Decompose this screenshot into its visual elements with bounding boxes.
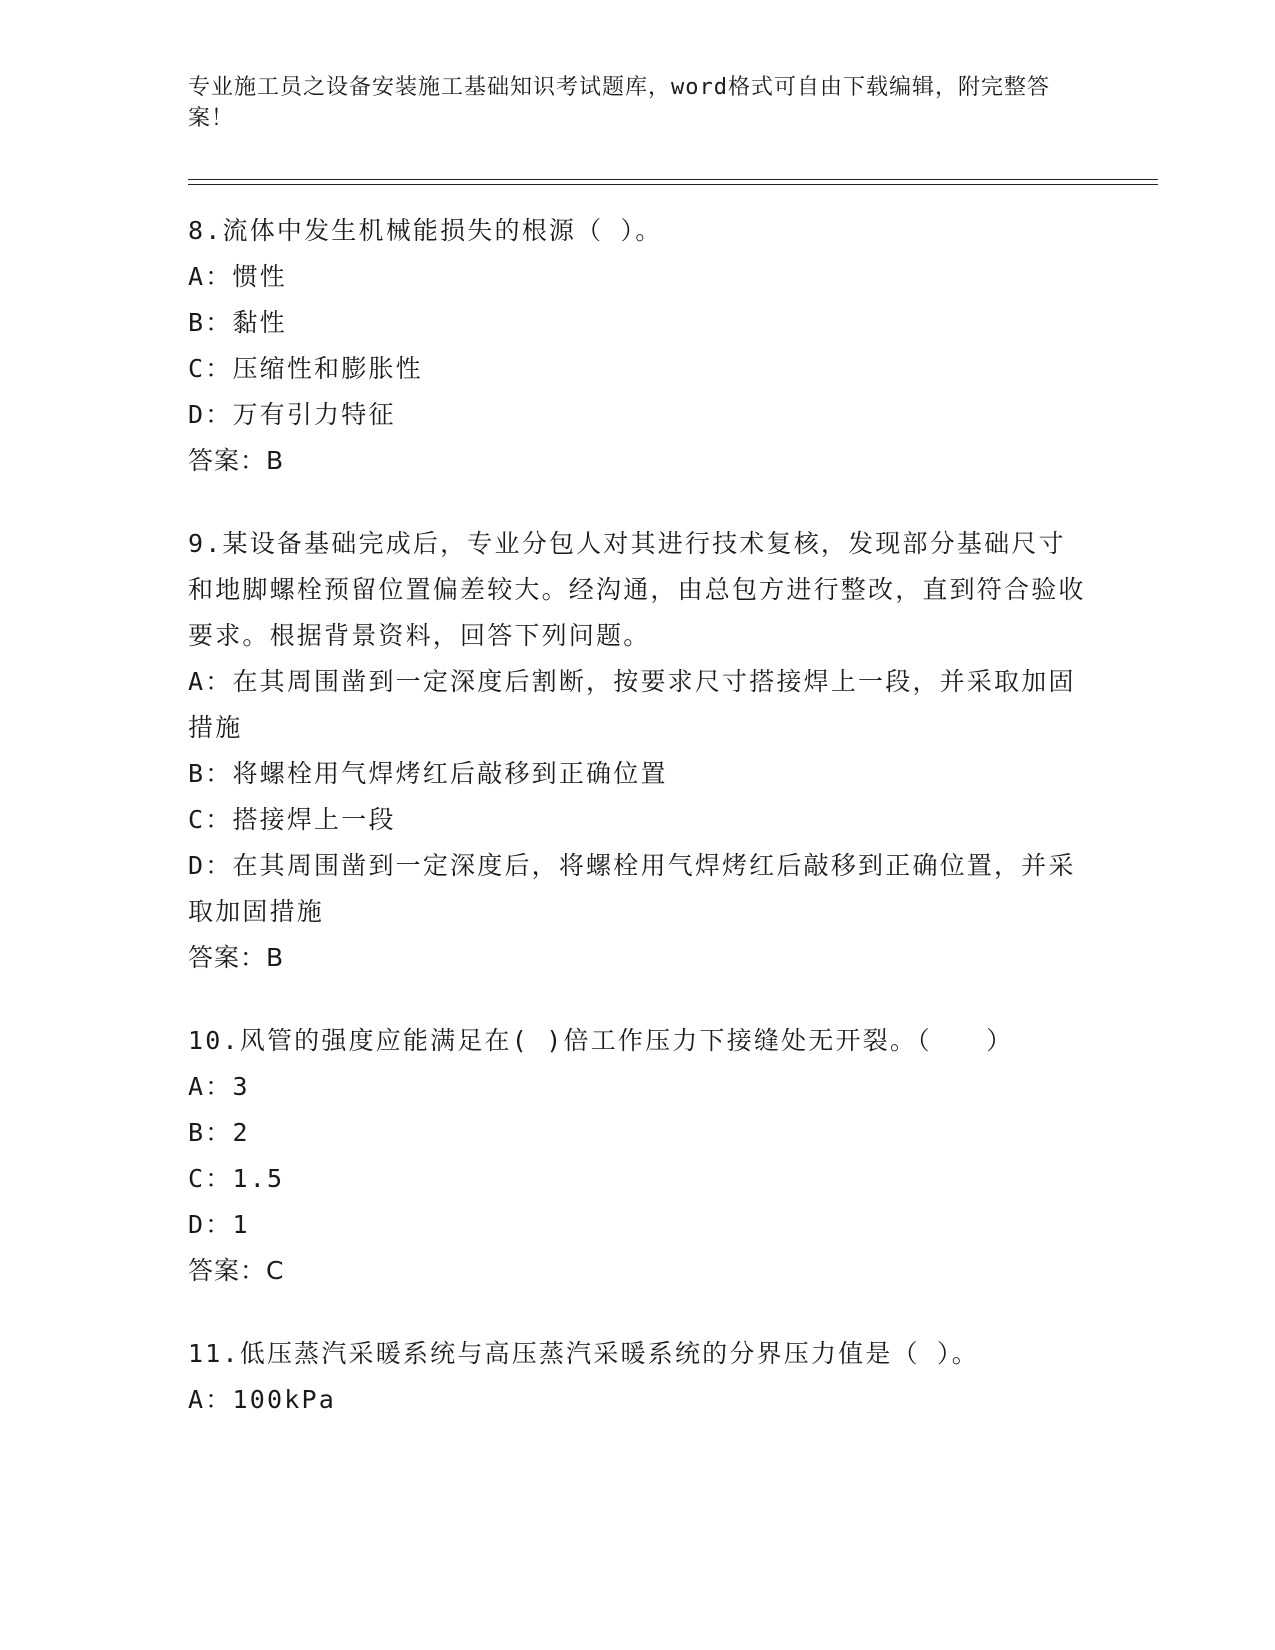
answer: 答案：C (188, 1256, 285, 1285)
header-divider-bottom (188, 184, 1158, 185)
question-list (188, 208, 1088, 1460)
question-11 (188, 1331, 1088, 1423)
question-stem: 10.风管的强度应能满足在( )倍工作压力下接缝处无开裂。（ ） (188, 1026, 1014, 1055)
option-c: C：搭接焊上一段 (188, 805, 396, 834)
option-c: C：1.5 (188, 1164, 285, 1193)
option-d: D：在其周围凿到一定深度后，将螺栓用气焊烤红后敲移到正确位置，并采取加固措施 (188, 851, 1076, 926)
option-d: D：1 (188, 1210, 250, 1239)
question-stem: 9.某设备基础完成后，专业分包人对其进行技术复核，发现部分基础尺寸和地脚螺栓预留位置偏差较大。经沟通，由总包方进行整改，直到符合验收要求。根据背景资料，回答下列问题。 (188, 529, 1086, 650)
question-stem: 8.流体中发生机械能损失的根源（ ）。 (188, 216, 663, 245)
document-header (188, 72, 1068, 134)
option-b: B：2 (188, 1118, 250, 1147)
header-text: 专业施工员之设备安装施工基础知识考试题库，word格式可自由下载编辑，附完整答案！ (188, 75, 1050, 131)
question-9 (188, 521, 1088, 981)
option-a: A：100kPa (188, 1385, 336, 1414)
answer: 答案：B (188, 446, 285, 475)
option-b: B：将螺栓用气焊烤红后敲移到正确位置 (188, 759, 668, 788)
option-b: B：黏性 (188, 308, 287, 337)
question-8 (188, 208, 1088, 484)
header-divider-top (188, 179, 1158, 180)
question-10 (188, 1018, 1088, 1294)
option-a: A：3 (188, 1072, 250, 1101)
question-stem: 11.低压蒸汽采暖系统与高压蒸汽采暖系统的分界压力值是（ ）。 (188, 1339, 979, 1368)
option-c: C：压缩性和膨胀性 (188, 354, 423, 383)
option-a: A：惯性 (188, 262, 287, 291)
option-a: A：在其周围凿到一定深度后割断，按要求尺寸搭接焊上一段，并采取加固措施 (188, 667, 1076, 742)
option-d: D：万有引力特征 (188, 400, 396, 429)
answer: 答案：B (188, 943, 285, 972)
